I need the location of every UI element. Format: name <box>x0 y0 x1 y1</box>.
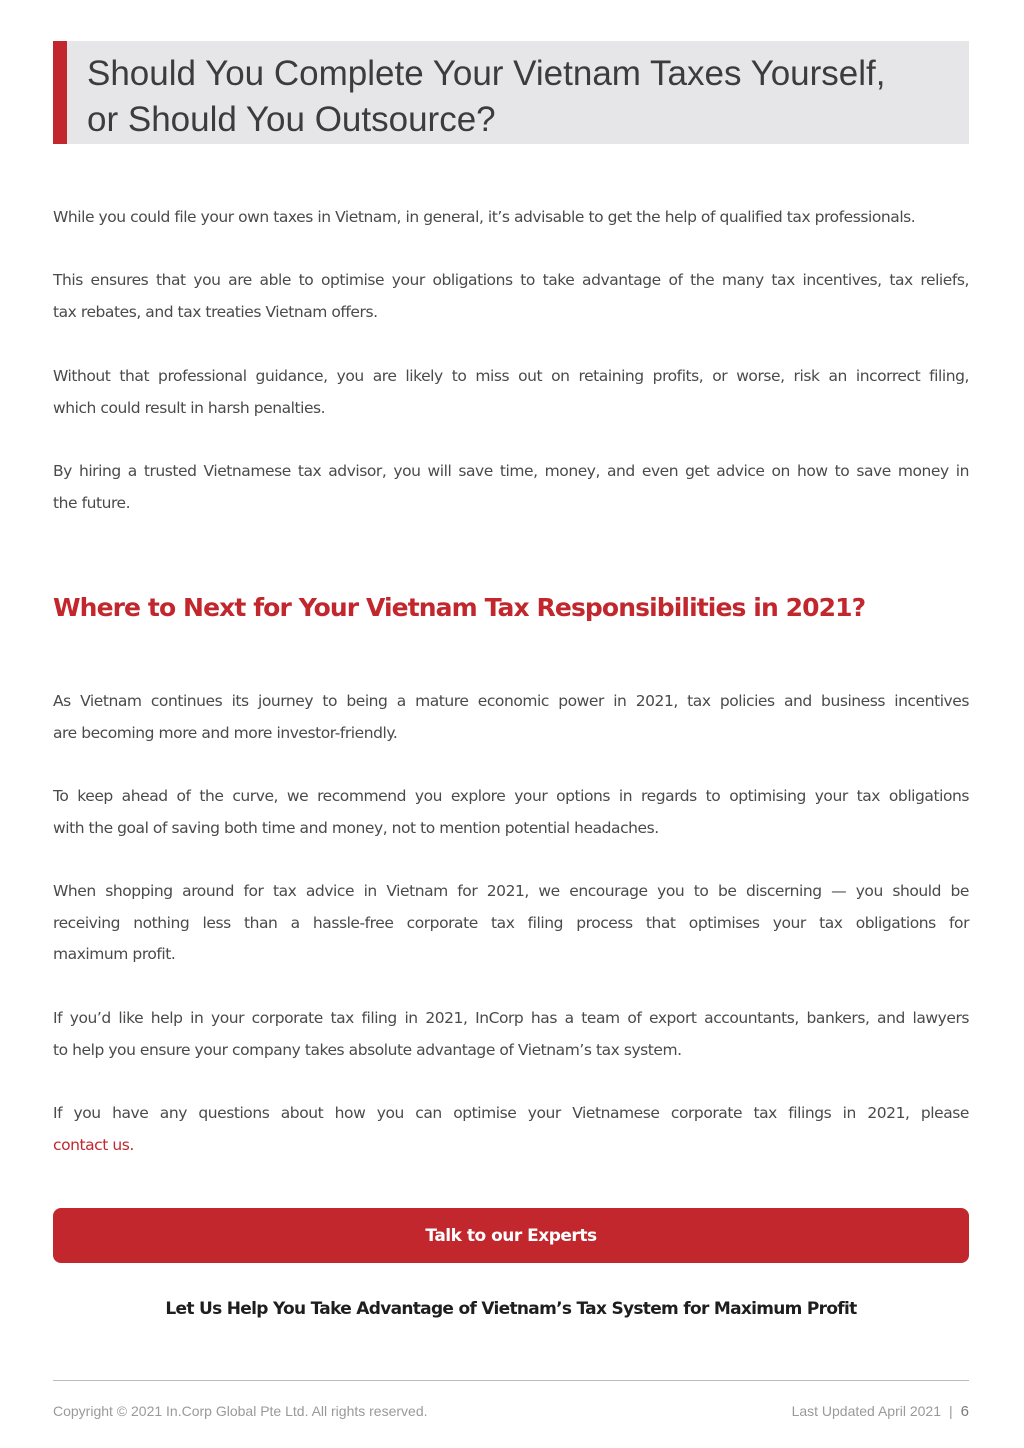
paragraph-line: If you’d like help in your corporate tax filing in 2021, InCorp has a team of export accountants, bankers, and lawyers <box>53 1009 969 1027</box>
paragraph-incorp-team <box>53 1003 969 1066</box>
paragraph-line: As Vietnam continues its journey to being a mature economic power in 2021, tax policies and business incentives <box>53 692 969 710</box>
paragraph-line: the future. <box>53 493 131 512</box>
paragraph-line: By hiring a trusted Vietnamese tax advisor, you will save time, money, and even get advice on how to save money in <box>53 462 969 480</box>
page-title-block <box>53 41 969 144</box>
page-number: 6 <box>960 1403 969 1420</box>
paragraph-line: Without that professional guidance, you are likely to miss out on retaining profits, or worse, risk an incorrect filing, <box>53 367 969 385</box>
paragraph-professional-guidance <box>53 361 969 424</box>
paragraph-shopping-around <box>53 876 969 971</box>
paragraph-trusted-advisor <box>53 456 969 519</box>
paragraph-file-own-taxes <box>53 202 969 234</box>
paragraph-line: While you could file your own taxes in Vietnam, in general, it’s advisable to get the help of qualified tax professionals. <box>53 208 916 226</box>
section-heading: Where to Next for Your Vietnam Tax Responsibilities in 2021? <box>53 593 866 622</box>
last-updated: Last Updated April 2021 <box>791 1403 942 1419</box>
paragraph-line: receiving nothing less than a hassle-free corporate tax filing process that optimises your tax obligations for <box>53 913 969 932</box>
paragraph-line: which could result in harsh penalties. <box>53 398 326 417</box>
paragraph-questions <box>53 1098 969 1161</box>
paragraph-optimise-obligations <box>53 265 969 328</box>
paragraph-line: are becoming more and more investor-friendly. <box>53 723 398 742</box>
cta-tagline: Let Us Help You Take Advantage of Vietnam’s Tax System for Maximum Profit <box>165 1299 857 1319</box>
paragraph-line: with the goal of saving both time and money, not to mention potential headaches. <box>53 818 659 837</box>
paragraph-line: maximum profit. <box>53 945 176 963</box>
paragraph-line: tax rebates, and tax treaties Vietnam offers. <box>53 302 378 321</box>
paragraph-line <box>53 1130 969 1162</box>
paragraph-keep-ahead <box>53 781 969 844</box>
footer-separator: | <box>949 1403 953 1419</box>
page-title-line-1: Should You Complete Your Vietnam Taxes Yourself, <box>87 54 886 93</box>
contact-us-link[interactable]: contact us. <box>53 1135 134 1154</box>
paragraph-line: This ensures that you are able to optimise your obligations to take advantage of the many tax incentives, tax reliefs, <box>53 271 969 289</box>
footer-divider <box>53 1380 969 1381</box>
paragraph-line: to help you ensure your company takes absolute advantage of Vietnam’s tax system. <box>53 1040 682 1059</box>
footer-copyright: Copyright © 2021 In.Corp Global Pte Ltd. All rights reserved. <box>53 1403 428 1419</box>
paragraph-line: If you have any questions about how you can optimise your Vietnamese corporate tax filings in 2021, please <box>53 1104 969 1122</box>
paragraph-mature-economy <box>53 686 969 749</box>
footer-meta <box>792 1401 969 1422</box>
page-title-line-2: or Should You Outsource? <box>87 100 496 139</box>
talk-to-experts-button[interactable]: Talk to our Experts <box>53 1208 969 1263</box>
paragraph-line: To keep ahead of the curve, we recommend you explore your options in regards to optimising your tax obligations <box>53 787 969 805</box>
paragraph-line: When shopping around for tax advice in Vietnam for 2021, we encourage you to be discerning — you should be <box>53 882 969 900</box>
